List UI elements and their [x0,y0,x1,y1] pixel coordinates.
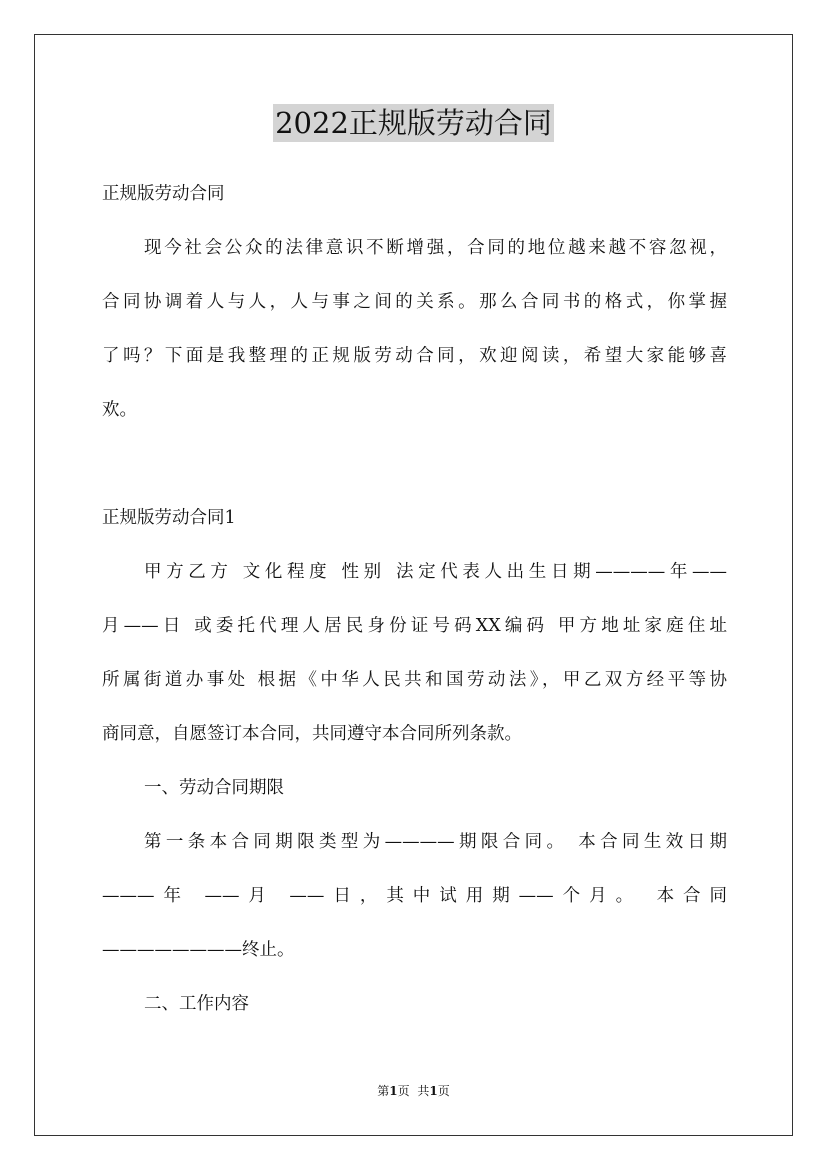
paragraph-line: ———年 ——月 ——日，其中试用期——个月。 本合同 [102,886,727,906]
paragraph-line: 第一条本合同期限类型为————期限合同。 本合同生效日期 [144,832,727,852]
total-prefix: 共 [417,1084,430,1098]
paragraph-line: 商同意，自愿签订本合同，共同遵守本合同所列条款。 [102,724,522,744]
total-pages: 1 [429,1084,438,1098]
page-prefix: 第 [377,1084,390,1098]
clause-heading: 一、劳动合同期限 [144,778,284,798]
document-title: 2022正规版劳动合同 [275,106,552,140]
paragraph-line: 了吗？下面是我整理的正规版劳动合同，欢迎阅读，希望大家能够喜 [102,346,727,366]
paragraph-line: 现今社会公众的法律意识不断增强，合同的地位越来越不容忽视， [144,238,727,258]
paragraph-line: 月——日 或委托代理人居民身份证号码XX编码 甲方地址家庭住址 [102,616,727,636]
page-suffix: 页 [397,1084,410,1098]
paragraph-line: 合同协调着人与人，人与事之间的关系。那么合同书的格式，你掌握 [102,292,727,312]
page-number: 1 [389,1084,398,1098]
paragraph-line: 欢。 [102,400,137,420]
paragraph-line: 所属街道办事处 根据《中华人民共和国劳动法》，甲乙双方经平等协 [102,670,727,690]
heading-line: 正规版劳动合同 [102,184,225,204]
total-suffix: 页 [437,1084,450,1098]
page-footer [0,1083,827,1099]
section-heading: 正规版劳动合同1 [102,508,236,528]
paragraph-line: ————————终止。 [102,940,295,960]
title-container [0,104,827,142]
clause-heading: 二、工作内容 [144,994,249,1014]
paragraph-line: 甲方乙方 文化程度 性别 法定代表人出生日期————年—— [144,562,727,582]
